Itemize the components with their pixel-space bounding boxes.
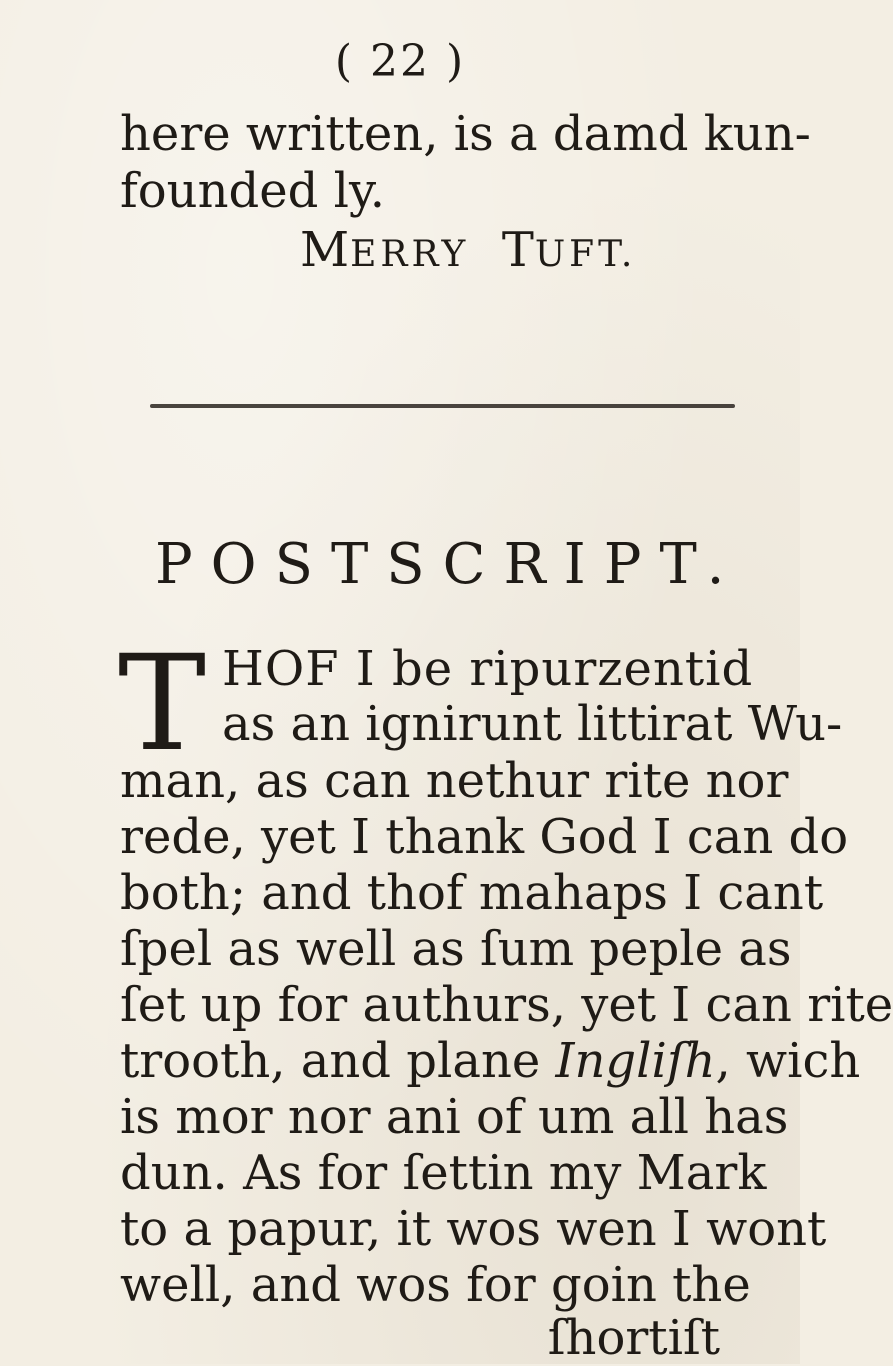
divider-rule	[150, 404, 735, 408]
signature	[300, 222, 636, 278]
section-heading: POSTSCRIPT.	[155, 532, 743, 597]
signature-initial: T	[501, 222, 535, 278]
signature-initial: M	[300, 222, 351, 278]
text-line: HOF I be ripurzentid	[222, 641, 754, 697]
text-line: both; and thof mahaps I cant	[120, 865, 824, 921]
drop-cap: T	[118, 627, 207, 781]
text-line: here written, is a damd kun-	[120, 106, 811, 162]
text-line: ſpel as well as ſum peple as	[120, 921, 792, 977]
text-line: is mor nor ani of um all has	[120, 1089, 789, 1145]
text-line: founded ly.	[120, 163, 385, 219]
page-number: ( 22 )	[334, 36, 466, 87]
text-line: man, as can nethur rite nor	[120, 753, 789, 809]
text-run: , wich	[715, 1033, 861, 1089]
italic-word: Ingliſh	[555, 1033, 716, 1089]
text-run: trooth, and plane	[120, 1033, 556, 1089]
text-line: dun. As for ſettin my Mark	[120, 1145, 767, 1201]
text-line: ſet up for authurs, yet I can rite	[120, 977, 893, 1033]
text-line	[120, 1033, 861, 1089]
text-line: as an ignirunt littirat Wu-	[222, 696, 843, 752]
signature-smallcaps: UFT.	[534, 234, 637, 275]
text-line: rede, yet I thank God I can do	[120, 809, 849, 865]
catchword: ſhortiſt	[547, 1310, 720, 1366]
signature-smallcaps: ERRY	[350, 234, 470, 275]
text-line: to a papur, it wos wen I wont	[120, 1201, 827, 1257]
text-line: well, and wos for goin the	[120, 1257, 751, 1313]
